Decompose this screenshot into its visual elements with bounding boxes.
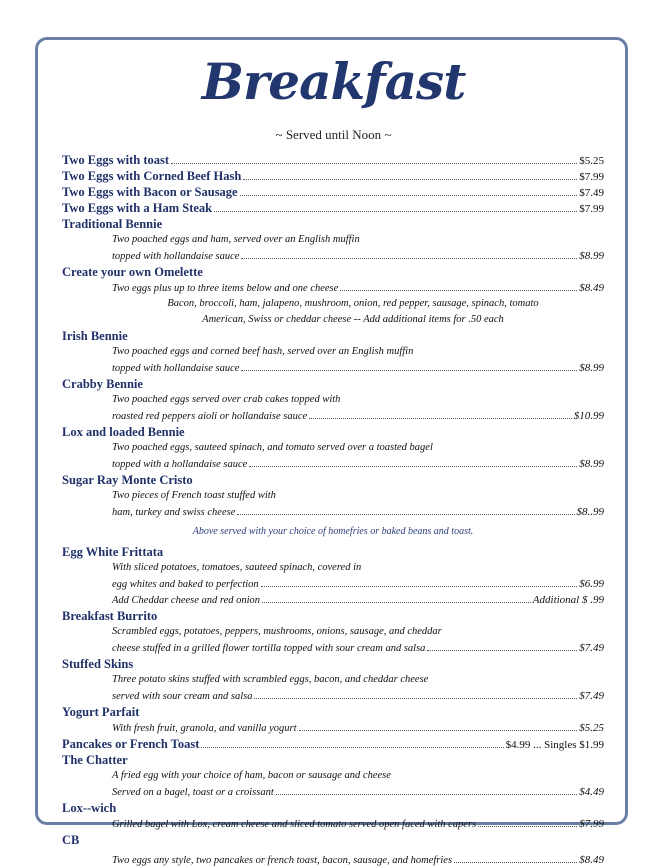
item-price: $4.99 ... Singles $1.99 (505, 739, 604, 751)
leader-dots (240, 185, 578, 196)
item-description: Two poached eggs and ham, served over an English muffin (112, 234, 360, 245)
item-price: $8.99 (579, 362, 604, 374)
menu-item (62, 472, 604, 520)
item-name: Pancakes or French Toast (62, 737, 200, 751)
item-description: topped with a hollandaise sauce (112, 459, 248, 470)
item-name: Breakfast Burrito (62, 609, 158, 623)
item-price: $7.99 (579, 171, 604, 183)
menu-item (62, 200, 604, 216)
leader-dots (276, 784, 577, 795)
leader-dots (261, 576, 578, 587)
leader-dots (478, 816, 577, 827)
item-description: Two pieces of French toast stuffed with (112, 490, 276, 501)
leader-dots (241, 248, 577, 259)
leader-dots (254, 688, 577, 699)
item-name: Yogurt Parfait (62, 705, 140, 719)
menu-item (62, 608, 604, 656)
item-name: Two Eggs with Bacon or Sausage (62, 185, 238, 199)
item-description: served with sour cream and salsa (112, 691, 253, 702)
item-name: The Chatter (62, 753, 128, 767)
item-name: Traditional Bennie (62, 217, 163, 231)
item-price: $8..99 (576, 506, 604, 518)
item-price: $5.25 (579, 722, 604, 734)
item-description: topped with hollandaise sauce (112, 251, 240, 262)
menu-item (62, 264, 604, 328)
item-name: Lox--wich (62, 801, 117, 815)
item-name: Two Eggs with a Ham Steak (62, 201, 213, 215)
menu-item (62, 184, 604, 200)
item-description: cheese stuffed in a grilled flower tortilla topped with sour cream and salsa (112, 643, 426, 654)
item-description: Served on a bagel, toast or a croissant (112, 787, 274, 798)
leader-dots (214, 201, 577, 212)
item-description: With sliced potatoes, tomatoes, sauteed spinach, covered in (112, 562, 362, 573)
leader-dots (454, 852, 577, 863)
leader-dots (171, 153, 577, 164)
item-price: $7.49 (579, 642, 604, 654)
item-price: $7.49 (579, 187, 604, 199)
leader-dots (201, 737, 503, 748)
item-name: Egg White Frittata (62, 545, 164, 559)
item-name: Irish Bennie (62, 329, 128, 343)
menu-item (62, 832, 604, 868)
item-price: $5.25 (579, 155, 604, 167)
leader-dots (237, 504, 574, 515)
leader-dots (249, 456, 577, 467)
leader-dots (340, 280, 577, 291)
menu-item (62, 656, 604, 704)
item-name: Stuffed Skins (62, 657, 134, 671)
item-price: $6.99 (579, 578, 604, 590)
menu-item (62, 544, 604, 608)
item-description: A fried egg with your choice of ham, bacon or sausage and cheese (112, 770, 391, 781)
item-price: Additional $ .99 (532, 594, 604, 606)
leader-dots (299, 720, 578, 731)
item-name: Crabby Bennie (62, 377, 143, 391)
item-description: egg whites and baked to perfection (112, 579, 259, 590)
menu-item (62, 424, 604, 472)
menu-item (62, 216, 604, 264)
item-description: Grilled bagel with Lox, cream cheese and sliced tomato served open faced with capers (112, 819, 477, 830)
item-description: With fresh fruit, granola, and vanilla yogurt (112, 723, 297, 734)
item-price: $4.49 (579, 786, 604, 798)
item-description: Three potato skins stuffed with scrambled eggs, bacon, and cheddar cheese (112, 674, 429, 685)
item-description: roasted red peppers aioli or hollandaise sauce (112, 411, 308, 422)
item-description: Scrambled eggs, potatoes, peppers, mushrooms, onions, sausage, and cheddar (112, 626, 442, 637)
item-name: Two Eggs with toast (62, 153, 170, 167)
leader-dots (243, 169, 577, 180)
item-name: Two Eggs with Corned Beef Hash (62, 169, 242, 183)
menu-item (62, 328, 604, 376)
item-description: Two poached eggs and corned beef hash, served over an English muffin (112, 346, 414, 357)
leader-dots (427, 640, 577, 651)
item-description: American, Swiss or cheddar cheese -- Add additional items for .50 each (202, 314, 504, 325)
menu-item (62, 704, 604, 736)
menu-item (62, 152, 604, 168)
menu-item (62, 736, 604, 752)
item-price: $7.99 (579, 818, 604, 830)
item-name: Create your own Omelette (62, 265, 203, 279)
page-subtitle: ~ Served until Noon ~ (275, 127, 392, 142)
item-price: $7.49 (579, 690, 604, 702)
item-name: Sugar Ray Monte Cristo (62, 473, 193, 487)
item-price: $10.99 (573, 410, 604, 422)
sides-note: Above served with your choice of homefries or baked beans and toast. (192, 526, 474, 537)
menu-list (62, 152, 604, 868)
item-price: $8.99 (579, 250, 604, 262)
leader-dots (309, 408, 572, 419)
item-price: $8.49 (579, 854, 604, 866)
item-price: $8.99 (579, 458, 604, 470)
item-description: Two eggs plus up to three items below and one cheese (112, 283, 339, 294)
item-description: topped with hollandaise sauce (112, 363, 240, 374)
item-description: Two poached eggs, sauteed spinach, and tomato served over a toasted bagel (112, 442, 433, 453)
item-description: ham, turkey and swiss cheese (112, 507, 236, 518)
menu-item (62, 376, 604, 424)
item-name: CB (62, 833, 80, 847)
menu-item (62, 168, 604, 184)
leader-dots (241, 360, 577, 371)
item-description: Bacon, broccoli, ham, jalapeno, mushroom, onion, red pepper, sausage, spinach, tomato (167, 298, 539, 309)
item-description: Two eggs any style, two pancakes or french toast, bacon, sausage, and homefries (112, 855, 453, 866)
leader-dots (262, 592, 531, 603)
page-title: Breakfast (201, 52, 466, 111)
item-description: Add Cheddar cheese and red onion (112, 595, 261, 606)
item-name: Lox and loaded Bennie (62, 425, 185, 439)
item-price: $7.99 (579, 203, 604, 215)
item-price: $8.49 (579, 282, 604, 294)
menu-item (62, 800, 604, 832)
item-description: Two poached eggs served over crab cakes topped with (112, 394, 341, 405)
menu-item (62, 752, 604, 800)
